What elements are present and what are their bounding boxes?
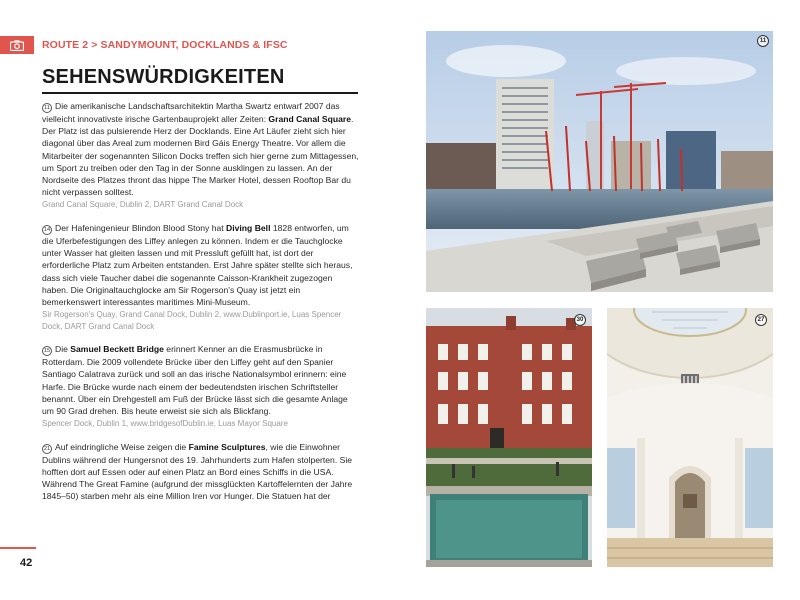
entry-samuel-beckett-bridge — [42, 343, 360, 430]
entry-diving-bell — [42, 222, 360, 332]
text-column — [42, 100, 360, 513]
entry-text: Auf eindringliche Weise zeigen die — [55, 441, 189, 452]
entry-grand-canal-square — [42, 100, 360, 211]
sight-name: Samuel Beckett Bridge — [70, 344, 164, 355]
page-number: 42 — [20, 557, 33, 569]
photo-number-badge: 27 — [755, 314, 767, 326]
photo-number-badge: 11 — [757, 35, 769, 47]
page-heading: SEHENSWÜRDIGKEITEN — [42, 66, 285, 88]
entry-famine-sculptures — [42, 441, 360, 503]
sight-number-badge: 21 — [43, 445, 51, 452]
entry-address: Grand Canal Square, Dublin 2, DART Grand Canal Dock — [42, 200, 244, 210]
entry-address: Sir Rogerson's Quay, Grand Canal Dock, Dublin 2, www.Dublinport.ie, Luas Spencer Dock, DART Grand Canal Dock — [42, 310, 342, 331]
route-header — [0, 36, 288, 54]
entry-text: Der Hafeningenieur Blindon Blood Stony hat — [55, 222, 227, 233]
entry-text: , wie die Einwohner Dublins während der Hungersnot des 19. Jahrhunderts zum Hafen stolperten. Sie hofften dort auf Essen oder auf einen Platz an Bord eines Schiffs in die USA. Während The Great Famine (aufgrund der missglückten Kartoffelernten der Jahre 1845–50) starben mehr als eine Million Iren vor Hunger. Die Statuen hat der — [42, 441, 353, 502]
entry-paragraph — [42, 100, 360, 198]
docklands-illustration — [426, 31, 773, 292]
entry-text: 1828 entworfen, um die Uferbefestigungen des Liffey anlegen zu können. Indem er die Tauchglocke unter Wasser hat gleiten lassen und mit Pressluft gefüllt hat, ist dort der erforderliche Platz zum Arbeiten entstanden. Erst Jahre später stellte sich heraus, dass sich viele Taucher dabei die sogenannte Caisson-Krankheit zugezogen haben. Die Originaltauchglocke am Sir Rogerson's Quay ist jetzt ein bemerkenswert interessantes maritimes Mini-Museum. — [42, 222, 353, 307]
sight-number-badge: 15 — [43, 348, 51, 355]
entry-text: Die — [55, 344, 71, 355]
heading-divider — [42, 92, 358, 94]
photo-grand-canal-square — [426, 31, 773, 292]
photo-rotunda-interior — [607, 308, 773, 567]
entry-text: erinnert Kenner an die Erasmusbrücke in Rotterdam. Die 2009 vollendete Brücke über den Liffey geht auf den Spanier Santiago Calatrava zurück und soll an das irische Nationalsymbol erinnern: eine Harfe. Die Brücke wurde nach einem der bedeutendsten irischen Schriftsteller benannt. Über ein Drehgestell am Fuß der Brücke lässt sich die gesamte Anlage um 90 Grad drehen. Bis heute erweist sie sich als Blickfang. — [42, 344, 348, 416]
entry-address: Spencer Dock, Dublin 1, www.bridgesofDublin.ie, Luas Mayor Square — [42, 419, 288, 429]
sight-number-badge: 14 — [43, 226, 51, 233]
sight-number-badge: 11 — [42, 103, 52, 113]
georgian-houses-illustration — [426, 308, 592, 567]
sight-name: Grand Canal Square — [268, 114, 352, 124]
entry-text: Die amerikanische Landschaftsarchitektin Martha Swartz entwarf 2007 das vielleicht innovativste irische Gartenbauprojekt aller Zeiten: — [42, 101, 340, 124]
camera-icon — [10, 40, 24, 51]
sight-name: Famine Sculptures — [188, 441, 266, 452]
route-icon-box — [0, 36, 34, 54]
route-label: ROUTE 2 > SANDYMOUNT, DOCKLANDS & IFSC — [42, 39, 288, 51]
sight-name: Diving Bell — [226, 222, 271, 233]
entry-paragraph — [42, 441, 360, 503]
entry-paragraph — [42, 343, 360, 417]
photo-number-badge: 30 — [574, 314, 586, 326]
entry-text: . Der Platz ist das pulsierende Herz der Docklands. Eine Art Läufer zieht sich hier diagonal über das Areal zum modernen Bird Gáis Energy Theatre. Vor allem die Mitarbeiter der sogenannten Silicon Docks treffen sich hier gerne zum Mittagessen, um Sport zu treiben oder den Tag in der Sonne ausklingen zu lassen. An der Nordseite des Platzes thront das hippe The Marker Hotel, dessen Rooftop Bar du nicht verpassen solltest. — [42, 114, 359, 198]
entry-paragraph — [42, 222, 360, 308]
rotunda-illustration — [607, 308, 773, 567]
page-number-rule — [0, 547, 36, 549]
photo-georgian-square — [426, 308, 592, 567]
